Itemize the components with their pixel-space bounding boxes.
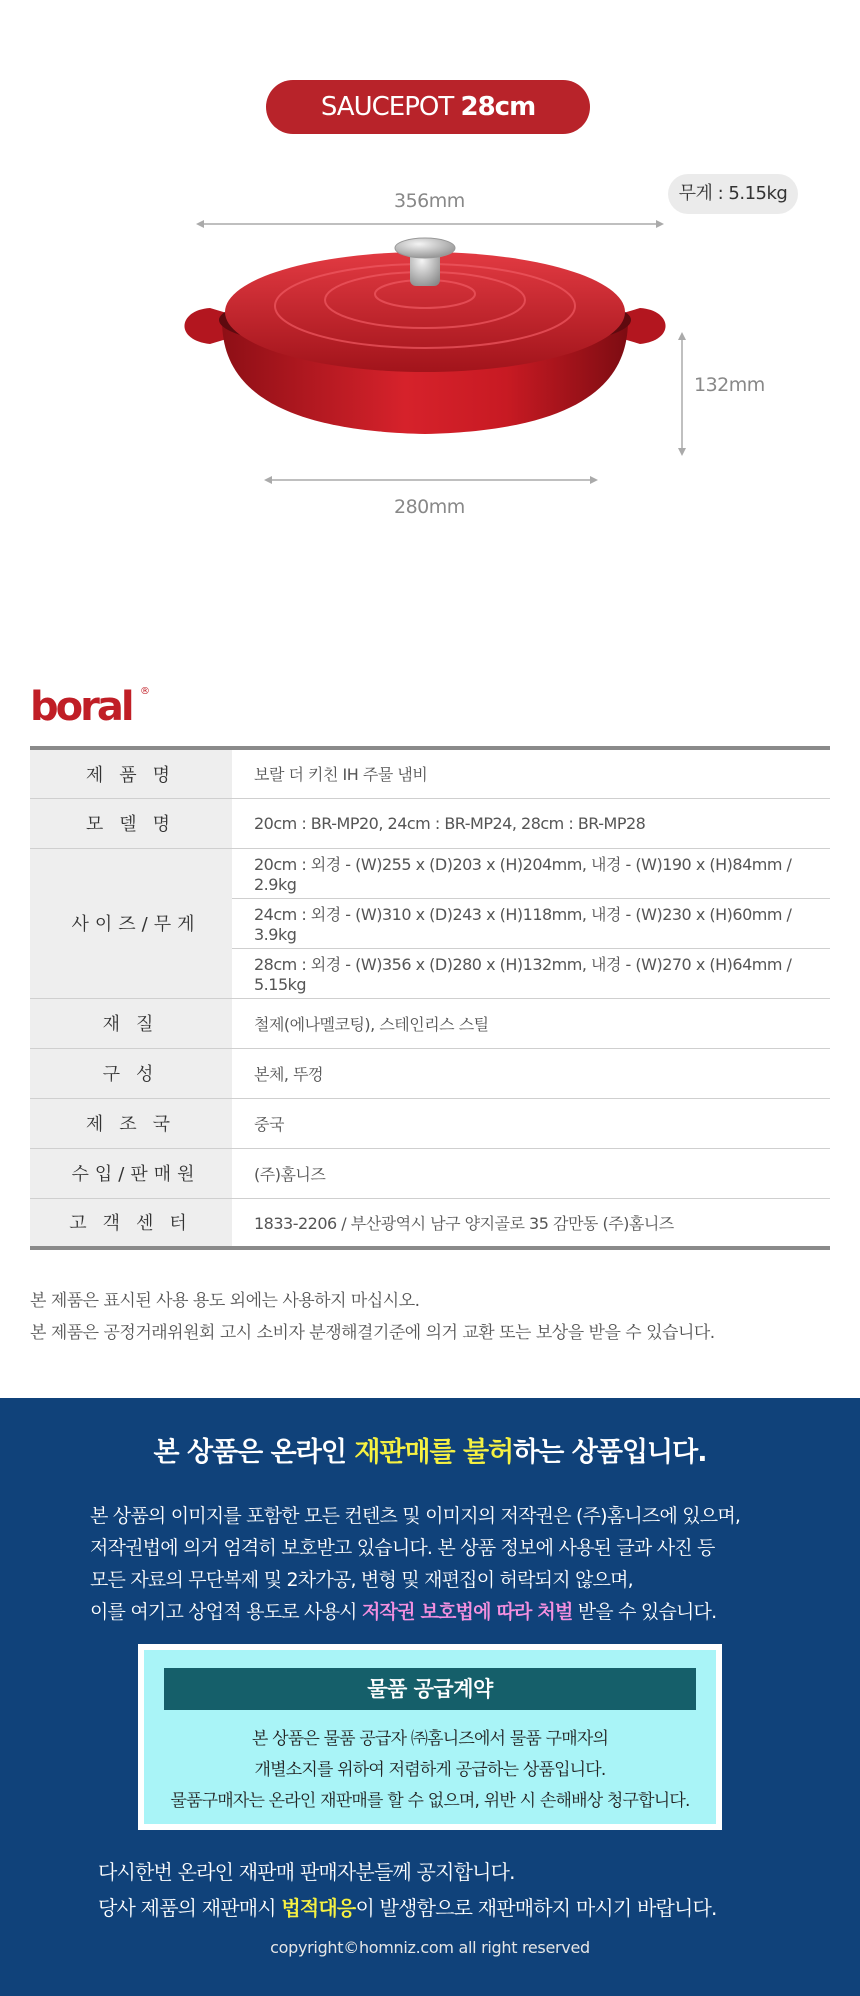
table-row [30,748,830,798]
table-row [30,1148,830,1198]
paragraph-highlight: 저작권 보호법에 따라 처벌 [361,1601,573,1623]
boral-logo [30,680,160,730]
width-label: 356mm [394,190,465,212]
paragraph-part: 이를 여기고 상업적 용도로 사용시 [90,1601,362,1623]
height-dimension-line [672,332,692,456]
copyright-paragraph [90,1500,790,1628]
usage-notes [30,1285,715,1349]
paragraph-line [90,1596,790,1628]
note-line: 본 제품은 공정거래위원회 고시 소비자 분쟁해결기준에 의거 교환 또는 보상을 받을 수 있습니다. [30,1323,715,1343]
contract-line: 본 상품은 물품 공급자 ㈜홈니즈에서 물품 구매자의 [251,1729,609,1749]
warning-highlight: 법적대응 [281,1896,356,1920]
row-value: 20cm : 외경 - (W)255 x (D)203 x (H)204mm, 내경 - (W)190 x (H)84mm / 2.9kg [232,848,830,898]
pill-size: 28cm [460,92,536,122]
row-label: 재질 [30,998,232,1048]
copyright-text: copyright©homniz.com all right reserved [270,1938,590,1957]
row-label: 고객센터 [30,1198,232,1248]
row-value: 본체, 뚜껑 [232,1048,830,1098]
row-value: 20cm : BR-MP20, 24cm : BR-MP24, 28cm : BR-MP28 [232,798,830,848]
resale-notice-section [0,1398,860,1996]
paragraph-part: 받을 수 있습니다. [572,1601,717,1623]
row-label: 구성 [30,1048,232,1098]
paragraph-line: 본 상품의 이미지를 포함한 모든 컨텐츠 및 이미지의 저작권은 (주)홈니즈에 있으며, [90,1505,741,1527]
contract-title: 물품 공급계약 [164,1668,696,1710]
notice-title-part: 하는 상품입니다. [513,1437,707,1468]
row-value: 24cm : 외경 - (W)310 x (D)243 x (H)118mm, 내경 - (W)230 x (H)60mm / 3.9kg [232,898,830,948]
warning-line: 다시한번 온라인 재판매 판매자분들께 공지합니다. [98,1860,515,1884]
base-dimension-line [264,470,598,490]
table-row [30,1198,830,1248]
paragraph-line: 모든 자료의 무단복제 및 2차가공, 변형 및 재편집이 허락되지 않으며, [90,1569,633,1591]
notice-title-part: 본 상품은 온라인 [153,1437,355,1468]
pill-prefix: SAUCEPOT [320,92,454,122]
contract-line: 개별소지를 위하여 저렴하게 공급하는 상품입니다. [254,1760,606,1780]
table-row [30,998,830,1048]
row-label: 제품명 [30,748,232,798]
weight-badge: 무게 : 5.15kg [668,174,798,214]
row-value: 중국 [232,1098,830,1148]
row-label: 사이즈/무게 [30,848,232,998]
row-value: (주)홈니즈 [232,1148,830,1198]
warning-part: 이 발생함으로 재판매하지 마시기 바랍니다. [355,1896,717,1920]
saucepot-image [180,220,670,460]
notice-title-highlight: 재판매를 불허 [354,1437,514,1468]
row-label: 모델명 [30,798,232,848]
row-value: 28cm : 외경 - (W)356 x (D)280 x (H)132mm, 내경 - (W)270 x (H)64mm / 5.15kg [232,948,830,998]
notice-title [0,1430,860,1469]
supply-contract-box [138,1644,722,1830]
product-hero [0,0,860,640]
paragraph-line: 저작권법에 의거 엄격히 보호받고 있습니다. 본 상품 정보에 사용된 글과 사진 등 [90,1537,715,1559]
table-row [30,1098,830,1148]
spec-table [30,746,830,1250]
contract-body [144,1724,716,1817]
row-label: 제조국 [30,1098,232,1148]
logo-mark: ® [140,686,150,697]
row-value: 보랄 더 키친 IH 주물 냄비 [232,748,830,798]
row-value: 1833-2206 / 부산광역시 남구 양지골로 35 감만동 (주)홈니즈 [254,1213,674,1233]
row-label: 수입/판매원 [30,1148,232,1198]
table-row [30,798,830,848]
row-value: 철제(에나멜코팅), 스테인리스 스틸 [232,998,830,1048]
height-label: 132mm [694,374,765,396]
contract-line: 물품구매자는 온라인 재판매를 할 수 없으며, 위반 시 손해배상 청구합니다. [170,1791,690,1811]
warning-line [98,1890,717,1926]
warning-part: 당사 제품의 재판매시 [98,1896,282,1920]
logo-text: boral [30,684,132,730]
final-warning [98,1854,717,1926]
base-label: 280mm [394,496,465,518]
note-line: 본 제품은 표시된 사용 용도 외에는 사용하지 마십시오. [30,1291,420,1311]
table-row [30,1048,830,1098]
product-title-pill [266,80,590,134]
table-row [30,848,830,898]
